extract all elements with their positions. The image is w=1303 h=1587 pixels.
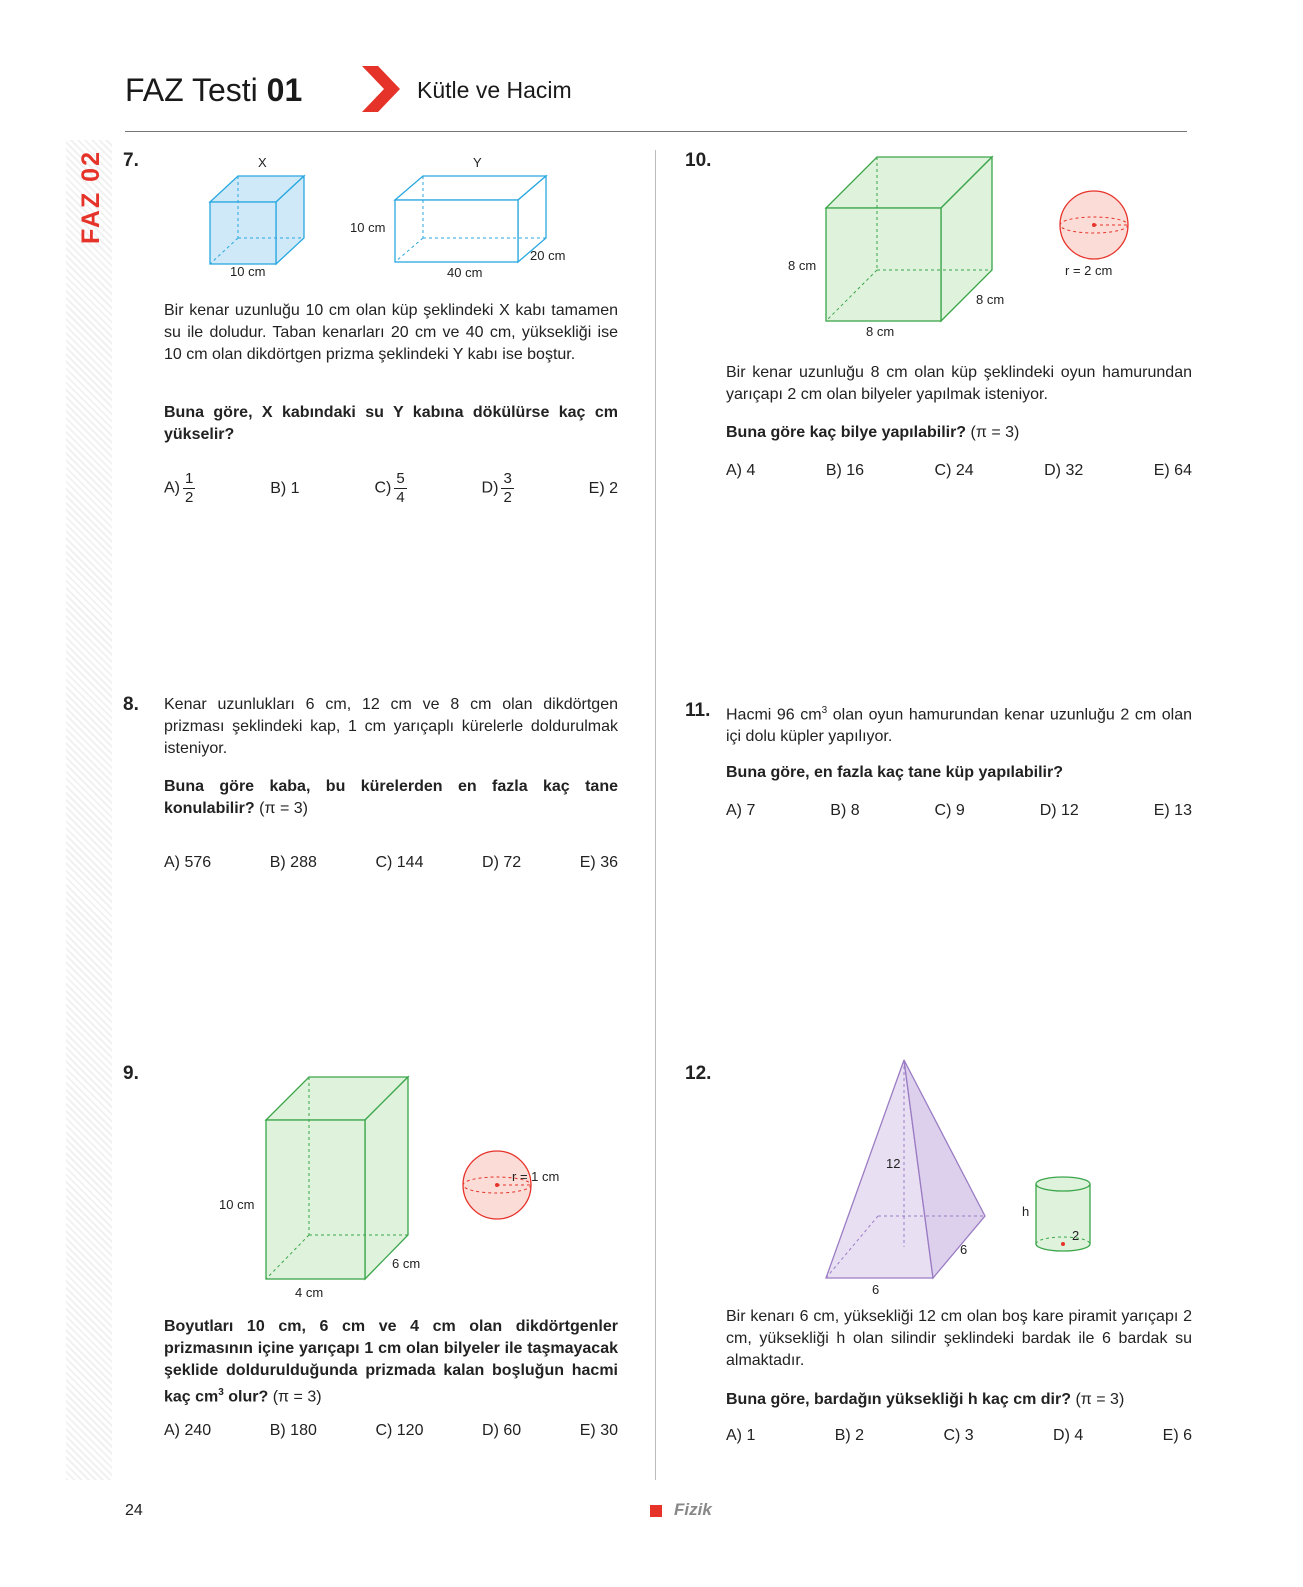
svg-text:FAZ 02: FAZ 02 — [77, 150, 105, 244]
choice-a[interactable]: A) 576 — [164, 854, 212, 871]
question-9-prompt: Boyutları 10 cm, 6 cm ve 4 cm olan dikdörtgenler prizmasının içine yarıçapı 1 cm olan bilyeler ile taşmayacak şeklide doldurulduğunda prizmada kalan boşluğun hacmi kaç $cm^3$ olur? (π = 3) — [164, 1318, 618, 1406]
question-10-number: 10. — [685, 150, 712, 171]
question-9-number: 9. — [123, 1063, 139, 1084]
choice-e[interactable]: E) 2 — [588, 479, 618, 497]
question-7-choices — [164, 470, 618, 507]
question-12-number: 12. — [685, 1063, 712, 1084]
sidebar-strip — [66, 140, 112, 1480]
svg-text:r = 1 cm: r = 1 cm — [512, 1169, 560, 1184]
question-9-choices — [164, 1422, 618, 1440]
svg-text:6: 6 — [872, 1282, 880, 1297]
choice-a[interactable]: A) $\frac{1}{2}$ — [164, 470, 194, 506]
choice-c[interactable]: C) 9 — [934, 802, 965, 819]
choice-d[interactable]: D) 32 — [1044, 462, 1084, 479]
question-7-figure — [200, 150, 620, 285]
question-10-text: Bir kenar uzunluğu 8 cm olan küp şeklindeki oyun hamurundan yarıçapı 2 cm olan bilyeler yapılmak isteniyor. — [726, 364, 1192, 403]
choice-b[interactable]: B) 180 — [269, 1422, 317, 1439]
choice-a[interactable]: A) 1 — [726, 1427, 756, 1444]
question-11-prompt: Buna göre, en fazla kaç tane küp yapılabilir? — [726, 764, 1063, 781]
choice-a[interactable]: A) 7 — [726, 802, 756, 819]
svg-text:Y: Y — [473, 155, 482, 170]
choice-e[interactable]: E) 13 — [1153, 802, 1192, 819]
question-9-figure — [200, 1065, 600, 1305]
svg-text:2: 2 — [1072, 1228, 1080, 1243]
svg-text:10 cm: 10 cm — [219, 1197, 255, 1212]
svg-text:6: 6 — [960, 1242, 968, 1257]
choice-d[interactable]: D) 4 — [1053, 1427, 1084, 1444]
svg-text:8 cm: 8 cm — [788, 258, 817, 273]
choice-b[interactable]: B) 288 — [269, 854, 317, 871]
choice-d[interactable]: D) 12 — [1039, 802, 1079, 819]
choice-d[interactable]: D) 72 — [482, 854, 522, 871]
question-12-figure — [810, 1052, 1110, 1302]
svg-text:8 cm: 8 cm — [976, 292, 1005, 307]
choice-b[interactable]: B) 2 — [834, 1427, 865, 1444]
chevron-right-icon — [362, 66, 402, 112]
title-number: 01 — [266, 72, 303, 108]
svg-text:40 cm: 40 cm — [447, 265, 483, 280]
choice-b[interactable]: B) 16 — [825, 462, 865, 479]
question-10-prompt: Buna göre kaç bilye yapılabilir? (π = 3) — [726, 424, 1020, 441]
question-10-figure — [780, 150, 1150, 345]
question-8-number: 8. — [123, 694, 139, 715]
question-11-text: Hacmi 96 $cm^3$ olan oyun hamurundan kenar uzunluğu 2 cm olan içi dolu küpler yapılıyor. — [726, 705, 1192, 746]
title-text: FAZ Testi — [125, 72, 258, 108]
footer-subject: Fizik — [650, 1500, 712, 1520]
question-12-text: Bir kenarı 6 cm, yüksekliği 12 cm olan boş kare piramit yarıçapı 2 cm, yüksekliği h olan silindir şeklindeki bardak ile 6 bardak su almaktadır. — [726, 1308, 1192, 1369]
question-10-choices — [726, 462, 1192, 480]
sidebar-label — [66, 150, 110, 250]
page-number: 24 — [125, 1502, 143, 1519]
choice-c[interactable]: C) 3 — [943, 1427, 974, 1444]
choice-c[interactable]: C) 120 — [375, 1422, 424, 1439]
choice-a[interactable]: A) 4 — [726, 462, 756, 479]
svg-text:10 cm: 10 cm — [350, 220, 386, 235]
svg-text:X: X — [258, 155, 267, 170]
choice-d[interactable]: D) 60 — [482, 1422, 522, 1439]
svg-text:4 cm: 4 cm — [295, 1285, 324, 1300]
question-11-choices — [726, 802, 1192, 820]
choice-e[interactable]: E) 36 — [579, 854, 618, 871]
svg-text:r = 2 cm: r = 2 cm — [1065, 263, 1113, 278]
svg-text:12: 12 — [886, 1156, 901, 1171]
question-8-choices — [164, 854, 618, 872]
question-7-prompt: Buna göre, X kabındaki su Y kabına dökülürse kaç cm yükselir? — [164, 404, 618, 443]
question-7-text: Bir kenar uzunluğu 10 cm olan küp şeklindeki X kabı tamamen su ile doludur. Taban kenarları 20 cm ve 40 cm, yüksekliği ise 10 cm olan dikdörtgen prizma şeklindeki Y kabı ise boştur. — [164, 302, 618, 363]
choice-d[interactable]: D) $\frac{3}{2}$ — [481, 470, 512, 506]
svg-text:6 cm: 6 cm — [392, 1256, 421, 1271]
question-7-number: 7. — [123, 150, 139, 171]
choice-a[interactable]: A) 240 — [164, 1422, 212, 1439]
header-divider — [125, 131, 1187, 132]
question-8-text: Kenar uzunlukları 6 cm, 12 cm ve 8 cm olan dikdörtgen prizması şeklindeki kap, 1 cm yarıçaplı kürelerle doldurulmak isteniyor. — [164, 696, 618, 757]
choice-c[interactable]: C) $\frac{5}{4}$ — [374, 470, 405, 506]
page-title — [125, 72, 302, 109]
svg-text:8 cm: 8 cm — [866, 324, 895, 339]
svg-text:10 cm: 10 cm — [230, 264, 266, 279]
svg-text:20 cm: 20 cm — [530, 248, 566, 263]
question-11-number: 11. — [685, 700, 711, 721]
column-divider — [655, 150, 656, 1480]
question-8-prompt: Buna göre kaba, bu kürelerden en fazla kaç tane konulabilir? (π = 3) — [164, 778, 618, 817]
square-icon — [650, 1505, 662, 1517]
choice-e[interactable]: E) 64 — [1153, 462, 1192, 479]
choice-b[interactable]: B) 8 — [830, 802, 860, 819]
question-12-choices — [726, 1427, 1192, 1445]
question-12-prompt: Buna göre, bardağın yüksekliği h kaç cm dir? (π = 3) — [726, 1391, 1125, 1408]
choice-c[interactable]: C) 144 — [375, 854, 424, 871]
choice-b[interactable]: B) 1 — [270, 479, 300, 497]
choice-e[interactable]: E) 30 — [579, 1422, 618, 1439]
choice-e[interactable]: E) 6 — [1162, 1427, 1192, 1444]
svg-text:h: h — [1022, 1204, 1030, 1219]
page-subtitle: Kütle ve Hacim — [417, 77, 572, 103]
choice-c[interactable]: C) 24 — [934, 462, 974, 479]
